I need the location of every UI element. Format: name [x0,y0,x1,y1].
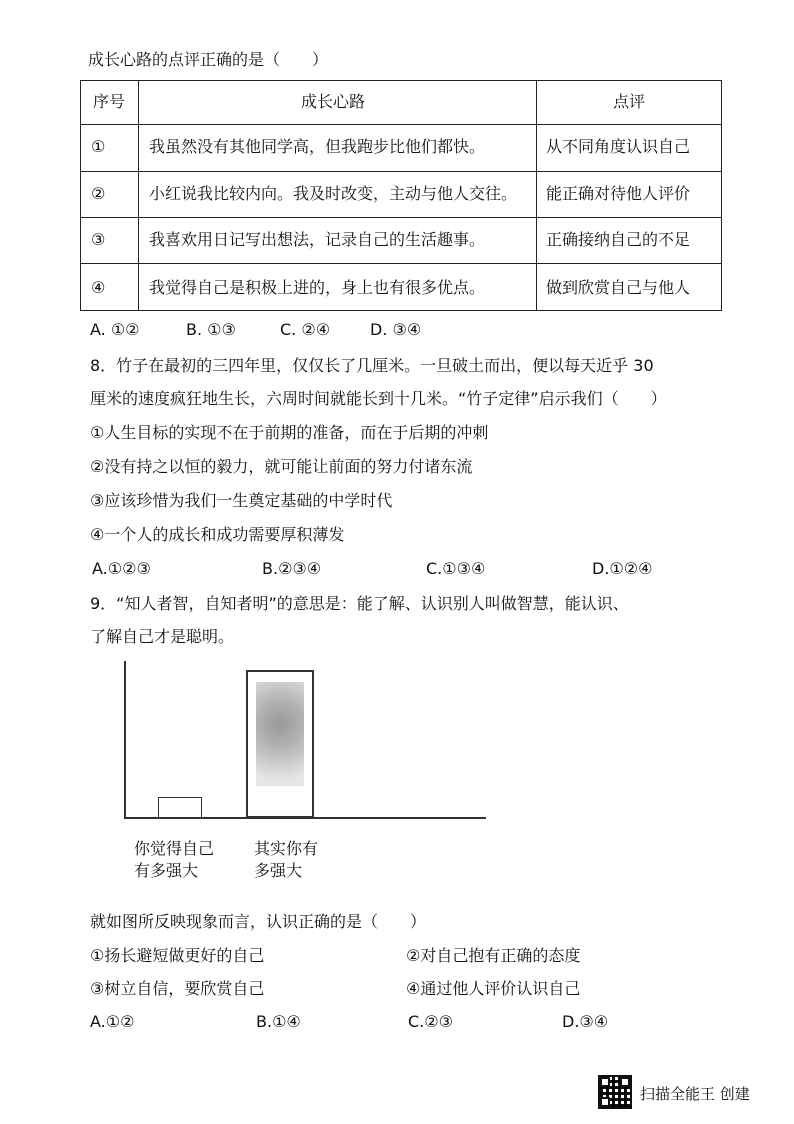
row-comment: 能正确对待他人评价 [546,184,691,203]
table-row [81,171,721,218]
q7-table [80,80,722,311]
q9-item-1: ①扬长避短做更好的自己 [90,946,265,965]
q8-item-1: ①人生目标的实现不在于前期的准备，而在于后期的冲刺 [90,423,489,442]
q9-option-a: A.①② [90,1012,135,1031]
row-path: 小红说我比较内向。我及时改变，主动与他人交往。 [149,184,518,203]
q8-item-3: ③应该珍惜为我们一生奠定基础的中学时代 [90,491,393,510]
figure-caption-left-1: 你觉得自己 [134,839,215,858]
q9-option-b: B.①④ [256,1012,301,1031]
q9-option-c: C.②③ [408,1012,453,1031]
row-path: 我喜欢用日记写出想法，记录自己的生活趣事。 [149,230,486,249]
row-comment: 从不同角度认识自己 [546,137,691,156]
q8-option-c: C.①③④ [426,559,486,578]
figure-tall-bar [246,670,314,818]
table-row [81,263,721,311]
row-index: ④ [91,278,106,297]
q8-option-d: D.①②④ [592,559,653,578]
row-path: 我虽然没有其他同学高，但我跑步比他们都快。 [149,137,486,156]
row-comment: 做到欣赏自己与他人 [546,278,691,297]
row-index: ③ [91,230,106,249]
row-comment: 正确接纳自己的不足 [546,230,691,249]
header-path: 成长心路 [301,92,366,111]
q8-option-b: B.②③④ [262,559,322,578]
q7-option-b: B. ①③ [186,320,236,339]
q9-item-4: ④通过他人评价认识自己 [406,979,581,998]
figure-caption-left-2: 有多强大 [134,861,199,880]
table-row [81,124,721,172]
scanner-watermark: 扫描全能王 创建 [640,1085,750,1103]
q9-stem-line2: 了解自己才是聪明。 [90,627,235,646]
qr-code-icon [598,1075,632,1109]
q8-stem-line2: 厘米的速度疯狂地生长，六周时间就能长到十几米。“竹子定律”启示我们（ ） [90,389,667,408]
figure-caption-right-1: 其实你有 [254,839,319,858]
figure-y-axis [124,661,126,819]
row-index: ① [91,137,106,156]
q9-stem-line1: 9．“知人者智，自知者明”的意思是：能了解、认识别人叫做智慧，能认识、 [90,594,629,613]
q8-stem-line1: 8．竹子在最初的三四年里，仅仅长了几厘米。一旦破土而出，便以每天近乎 30 [90,356,654,375]
q8-item-2: ②没有持之以恒的毅力，就可能让前面的努力付诸东流 [90,457,473,476]
q9-item-2: ②对自己抱有正确的态度 [406,946,581,965]
q7-option-d: D. ③④ [370,320,422,339]
q7-option-c: C. ②④ [280,320,331,339]
q9-question: 就如图所反映现象而言，认识正确的是（ ） [90,912,427,931]
q8-option-a: A.①②③ [92,559,151,578]
q9-item-3: ③树立自信，要欣赏自己 [90,979,265,998]
table-row [81,217,721,264]
row-index: ② [91,184,106,203]
table-header-row [81,81,721,124]
q8-item-4: ④一个人的成长和成功需要厚积薄发 [90,525,345,544]
figure-caption-right-2: 多强大 [254,861,303,880]
header-comment: 点评 [613,92,646,111]
q7-option-a: A. ①② [90,320,140,339]
row-path: 我觉得自己是积极上进的，身上也有很多优点。 [149,278,486,297]
header-index: 序号 [93,92,126,111]
figure-small-bar [158,797,202,818]
figure-tall-bar-shading [256,682,304,786]
q9-option-d: D.③④ [562,1012,609,1031]
q7-stem: 成长心路的点评正确的是（ ） [88,50,329,69]
